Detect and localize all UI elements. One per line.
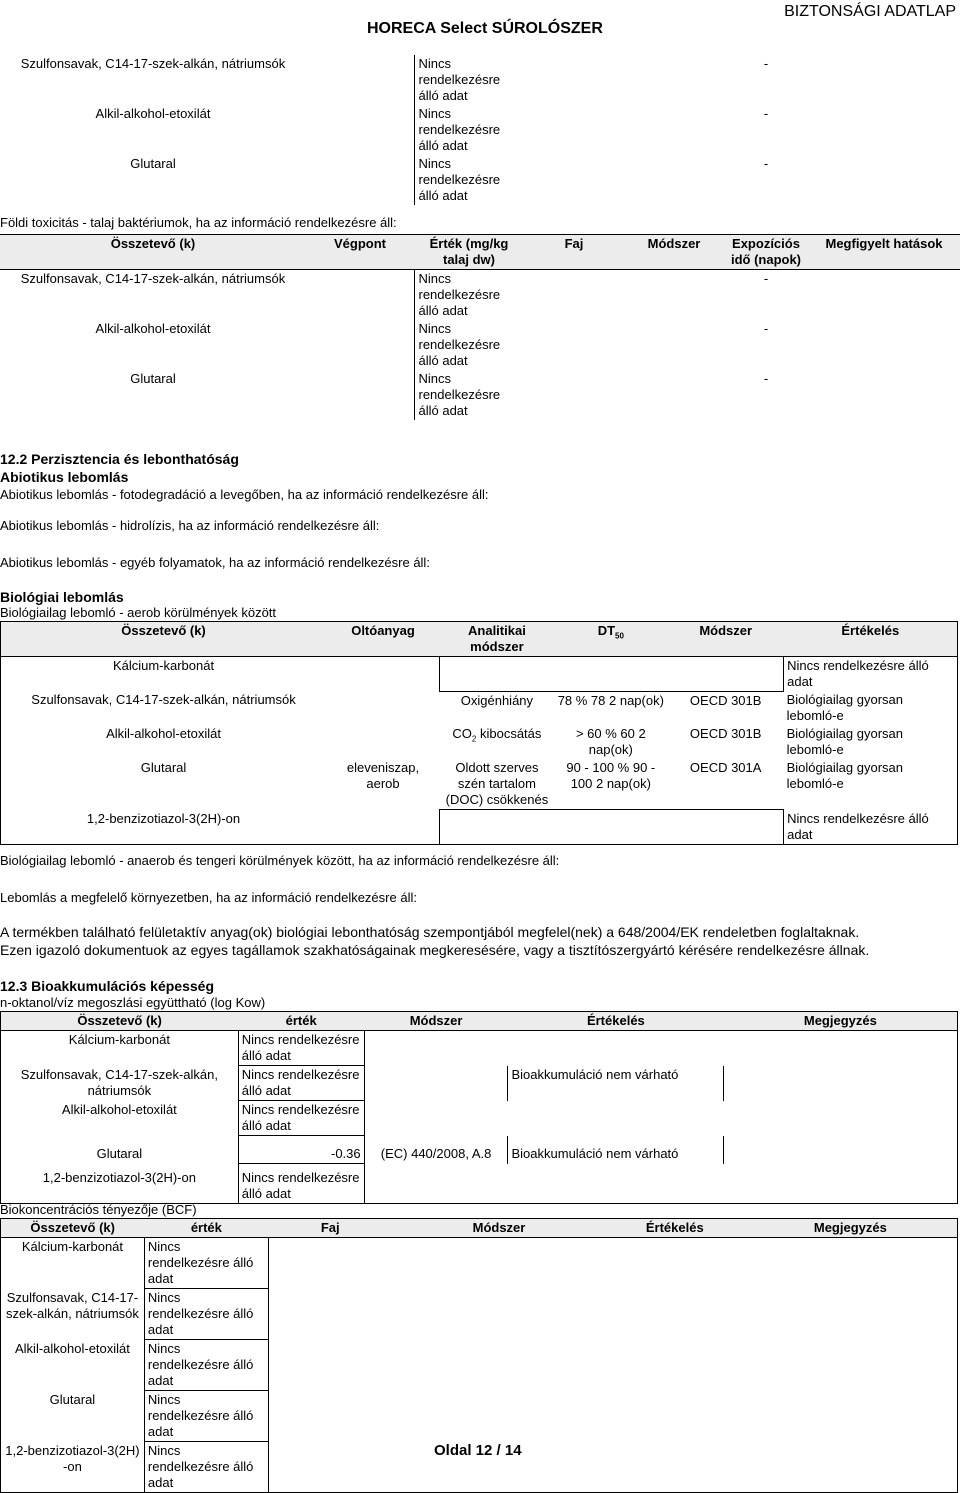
table-row [1, 1031, 958, 1066]
component-name: Kálcium-karbonát [1, 1238, 145, 1289]
table-row [1, 1340, 958, 1391]
biodegradation-table [0, 621, 958, 845]
component-name: Szulfonsavak, C14-17-szek-alkán, nátriumsók [1, 1066, 239, 1101]
col-header: Összetevő (k) [1, 622, 327, 657]
table-row [1, 1238, 958, 1289]
method-cell: (EC) 440/2008, A.8 [380, 1145, 492, 1161]
document-type: BIZTONSÁGI ADATLAP [784, 3, 956, 20]
value-cell: Nincs rendelkezésre álló adat [238, 1101, 364, 1136]
value-cell: Nincs rendelkezésre álló adat [144, 1238, 268, 1289]
value-cell: Nincs rendelkezésre álló adat [144, 1391, 268, 1442]
col-header: Módszer [392, 1219, 606, 1238]
component-name: Kálcium-karbonát [1, 657, 327, 692]
table-row [1, 1164, 958, 1204]
soil-tox-table [0, 234, 960, 420]
component-name: 1,2-benzizotiazol-3(2H)-on [1, 810, 327, 845]
value-cell: Nincs rendelkezésre álló adat [414, 270, 524, 321]
value-cell: Nincs rendelkezésre álló adat [414, 370, 524, 420]
log-kow-table [0, 1011, 958, 1204]
page-header [0, 0, 960, 46]
component-name: Kálcium-karbonát [1, 1031, 239, 1066]
table-header-row [1, 1012, 958, 1031]
col-header: Megfigyelt hatások [808, 235, 960, 270]
table-row [1, 725, 958, 759]
col-header: Értékelés [784, 622, 958, 657]
col-header: Értékelés [508, 1012, 724, 1031]
col-header: Érték (mg/kg talaj dw) [414, 235, 524, 270]
abiotic-other: Abiotikus lebomlás - egyéb folyamatok, ha az információ rendelkezésre áll: [0, 555, 430, 570]
component-name: Glutaral [130, 156, 176, 171]
table-row [1, 1136, 958, 1164]
dash-cell: - [763, 106, 769, 121]
bio-heading: Biológiai lebomlás [0, 589, 124, 605]
col-header: Értékelés [606, 1219, 744, 1238]
table-row [0, 270, 960, 321]
component-name: Glutaral [1, 1136, 239, 1164]
col-header: Végpont [306, 235, 414, 270]
component-name: Alkil-alkohol-etoxilát [1, 725, 327, 759]
component-name: Szulfonsavak, C14-17-szek-alkán, nátriumsók [20, 56, 286, 71]
environment-text: Lebomlás a megfelelő környezetben, ha az információ rendelkezésre áll: [0, 890, 417, 905]
table-header-row [0, 235, 960, 270]
dt50-cell: > 60 % 60 2 nap(ok) [575, 726, 646, 757]
table-row [1, 1066, 958, 1101]
method-cell: OECD 301B [689, 726, 762, 741]
col-header: Megjegyzés [724, 1012, 958, 1031]
col-header: Expozíciós idő (napok) [724, 235, 808, 270]
col-header: érték [144, 1219, 268, 1238]
section-heading-12-2: 12.2 Perzisztencia és lebonthatóság [0, 451, 239, 467]
value-cell: Nincs rendelkezésre álló adat [414, 105, 524, 155]
col-header: Módszer [624, 235, 724, 270]
col-header: Összetevő (k) [1, 1012, 239, 1031]
table-row [0, 370, 960, 420]
table-row [1, 1101, 958, 1136]
evaluation-cell: Bioakkumuláció nem várható [508, 1136, 724, 1164]
component-name: 1,2-benzizotiazol-3(2H)-on [1, 1164, 239, 1204]
dash-cell: - [763, 271, 769, 286]
value-cell: Nincs rendelkezésre álló adat [144, 1442, 268, 1493]
component-name: Glutaral [130, 371, 176, 386]
bio-aerob-subheading: Biológiailag lebomló - aerob körülmények között [0, 605, 277, 620]
bcf-subheading: Biokoncentrációs tényezője (BCF) [0, 1202, 197, 1217]
table-row [0, 155, 960, 205]
table-row [0, 320, 960, 370]
col-header: Megjegyzés [744, 1219, 958, 1238]
abiotic-photodegradation: Abiotikus lebomlás - fotodegradáció a levegőben, ha az információ rendelkezésre áll: [0, 487, 489, 502]
component-name: Szulfonsavak, C14-17-szek-alkán, nátriumsók [1, 1289, 145, 1340]
component-name: Alkil-alkohol-etoxilát [1, 1340, 145, 1391]
component-name: Szulfonsavak, C14-17-szek-alkán, nátriumsók [20, 271, 286, 286]
log-kow-subheading: n-oktanol/víz megoszlási együttható (log Kow) [0, 995, 266, 1010]
table-row [1, 810, 958, 845]
aquatic-tox-table-continued [0, 55, 960, 205]
inoculum-cell: eleveniszap, aerob [346, 760, 420, 791]
value-cell: Nincs rendelkezésre álló adat [414, 155, 524, 205]
dash-cell: - [763, 56, 769, 71]
col-header: Módszer [668, 622, 784, 657]
component-name: Alkil-alkohol-etoxilát [95, 321, 211, 336]
surfactant-text-1: A termékben található felületaktív anyag(ok) biológiai lebonthatóság szempontjából megfelel(nek) a 648/2004/EK rendeletben foglaltaknak. [0, 924, 860, 940]
component-name: 1,2-benzizotiazol-3(2H) -on [1, 1442, 145, 1493]
col-header: Faj [524, 235, 624, 270]
table-row [1, 1289, 958, 1340]
table-row [1, 691, 958, 725]
component-name: Glutaral [1, 759, 327, 810]
evaluation-cell: Biológiailag gyorsan lebomló-e [784, 691, 958, 725]
evaluation-cell: Nincs rendelkezésre álló adat [784, 657, 958, 692]
table-row [1, 1391, 958, 1442]
surfactant-text-2: Ezen igazoló dokumentuok az egyes tagállamok szakhatóságainak megkeresésére, vagy a tisztítószergyártó kérésére rendelkezésre állnak. [0, 942, 870, 958]
col-header: Analitikai módszer [440, 622, 554, 657]
table-row [1, 657, 958, 692]
analytic-method: Oxigénhiány [460, 692, 534, 708]
component-name: Alkil-alkohol-etoxilát [1, 1101, 239, 1136]
col-header: Faj [268, 1219, 392, 1238]
method-cell: OECD 301B [689, 692, 762, 708]
value-cell: Nincs rendelkezésre álló adat [414, 320, 524, 370]
col-header: Módszer [364, 1012, 508, 1031]
table-row [1, 759, 958, 810]
dash-cell: - [763, 371, 769, 386]
col-header: Összetevő (k) [1, 1219, 145, 1238]
dt50-cell: 90 - 100 % 90 - 100 2 nap(ok) [566, 760, 656, 791]
analytic-method: Oldott szerves szén tartalom (DOC) csökkenés [445, 760, 549, 807]
value-cell: -0.36 [238, 1136, 364, 1164]
col-header: érték [238, 1012, 364, 1031]
dash-cell: - [763, 156, 769, 171]
value-cell: Nincs rendelkezésre álló adat [238, 1031, 364, 1066]
section-heading-12-3: 12.3 Bioakkumulációs képesség [0, 978, 214, 994]
value-cell: Nincs rendelkezésre álló adat [238, 1164, 364, 1204]
col-header: Összetevő (k) [0, 235, 306, 270]
dash-cell: - [763, 321, 769, 336]
method-cell: OECD 301A [689, 760, 762, 775]
evaluation-cell: Nincs rendelkezésre álló adat [784, 810, 958, 845]
value-cell: Nincs rendelkezésre álló adat [238, 1066, 364, 1101]
page-number: Oldal 12 / 14 [434, 1442, 522, 1459]
table-row [0, 55, 960, 105]
col-header: Oltóanyag [326, 622, 440, 657]
analytic-method: $CO_2$ kibocsátás [452, 726, 542, 744]
value-cell: Nincs rendelkezésre álló adat [414, 55, 524, 105]
evaluation-cell: Biológiailag gyorsan lebomló-e [784, 759, 958, 810]
evaluation-cell: Bioakkumuláció nem várható [508, 1066, 724, 1101]
abiotic-heading: Abiotikus lebomlás [0, 469, 129, 485]
component-name: Glutaral [1, 1391, 145, 1442]
component-name: Szulfonsavak, C14-17-szek-alkán, nátriumsók [1, 691, 327, 725]
dt50-cell: 78 % 78 2 nap(ok) [557, 692, 664, 708]
soil-tox-title: Földi toxicitás - talaj baktériumok, ha az információ rendelkezésre áll: [0, 215, 397, 230]
value-cell: Nincs rendelkezésre álló adat [144, 1289, 268, 1340]
product-title: HORECA Select SÚROLÓSZER [367, 20, 603, 37]
abiotic-hydrolysis: Abiotikus lebomlás - hidrolízis, ha az információ rendelkezésre áll: [0, 518, 380, 533]
table-header-row [1, 1219, 958, 1238]
component-name: Alkil-alkohol-etoxilát [95, 106, 211, 121]
anaerob-text: Biológiailag lebomló - anaerob és tengeri körülmények között, ha az információ rendelkezésre áll: [0, 853, 560, 868]
evaluation-cell: Biológiailag gyorsan lebomló-e [784, 725, 958, 759]
table-header-row [1, 622, 958, 657]
table-row [0, 105, 960, 155]
value-cell: Nincs rendelkezésre álló adat [144, 1340, 268, 1391]
col-header: $DT_{50}$ [554, 622, 668, 657]
